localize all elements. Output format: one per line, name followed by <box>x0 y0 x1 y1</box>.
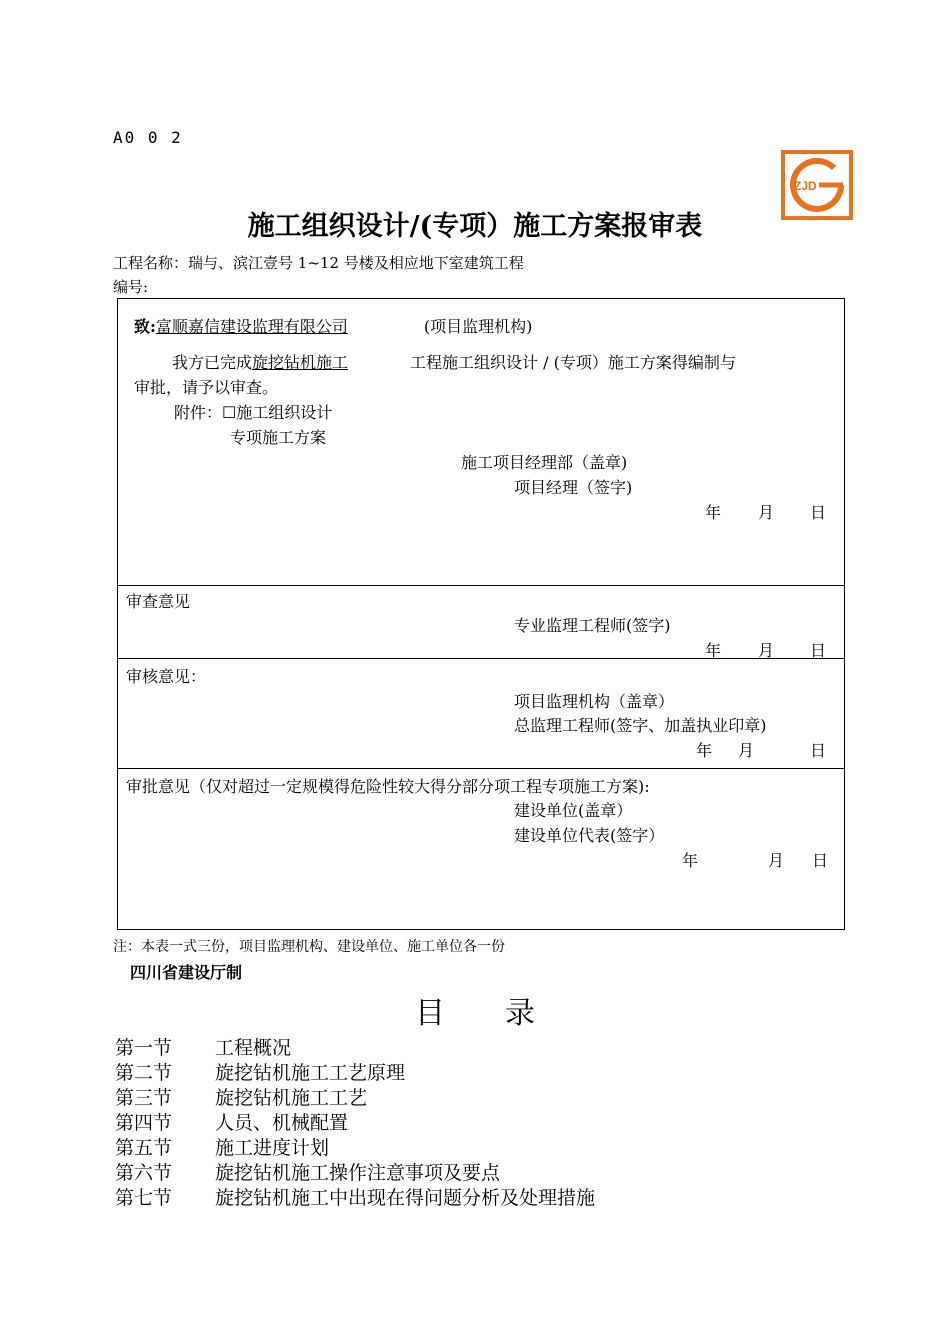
submission-section <box>118 299 844 586</box>
date-year: 年 <box>682 851 699 870</box>
supervision-suffix: (项目监理机构) <box>423 317 533 336</box>
project-manager-signature: 项目经理（签字) <box>514 478 633 497</box>
toc-item-text: 旋挖钻机施工中出现在得问题分析及处理措施 <box>215 1187 596 1209</box>
toc-item-text: 人员、机械配置 <box>215 1112 349 1134</box>
audit-label: 审核意见： <box>126 667 207 686</box>
supervision-unit: 富顺嘉信建设监理有限公司 <box>155 317 348 336</box>
toc-item-number: 第六节 <box>115 1162 173 1184</box>
review-label: 审查意见 <box>126 592 191 611</box>
to-label: 致: <box>134 317 156 336</box>
date-day: 日 <box>812 851 829 870</box>
approval-form <box>117 298 845 930</box>
toc-item-text: 旋挖钻机施工工艺原理 <box>215 1062 406 1084</box>
toc-item-number: 第二节 <box>115 1062 173 1084</box>
toc-item[interactable] <box>115 1133 329 1160</box>
toc-item[interactable] <box>115 1083 367 1110</box>
addressee-line <box>134 314 532 337</box>
toc-item-number: 第五节 <box>115 1137 173 1159</box>
number-label: 编号: <box>113 278 149 296</box>
issuer-label: 四川省建设厅制 <box>130 963 243 982</box>
supervising-engineer-signature: 专业监理工程师(签字) <box>514 616 671 635</box>
body-suffix: 工程施工组织设计 / (专项）施工方案得编制与 <box>410 353 736 372</box>
body-line-2: 审批，请予以审查。 <box>134 378 279 397</box>
form-note: 注：本表一式三份，项目监理机构、建设单位、施工单位各一份 <box>113 939 505 955</box>
toc-item-text: 施工进度计划 <box>215 1137 330 1159</box>
date-month: 月 <box>738 741 755 760</box>
form-code: A0 0 2 <box>113 128 183 147</box>
chief-engineer-signature: 总监理工程师(签字、加盖执业印章) <box>514 716 767 735</box>
toc-title: 目录 <box>415 996 595 1031</box>
project-name-line <box>113 252 524 273</box>
toc-item-text: 旋挖钻机施工工艺 <box>215 1087 368 1109</box>
toc-item-number: 第七节 <box>115 1187 173 1209</box>
toc-item[interactable] <box>115 1158 500 1185</box>
approval-label: 审批意见（仅对超过一定规模得危险性较大得分部分项工程专项施工方案): <box>126 777 650 796</box>
page-title: 施工组织设计/(专项）施工方案报审表 <box>247 211 703 242</box>
toc-item-text: 工程概况 <box>215 1037 292 1059</box>
date-year: 年 <box>705 641 722 660</box>
supervision-org-stamp: 项目监理机构（盖章） <box>514 692 675 711</box>
toc-item-number: 第一节 <box>115 1037 173 1059</box>
date-day: 日 <box>810 741 827 760</box>
date-day: 日 <box>810 503 827 522</box>
project-label: 工程名称： <box>113 254 189 272</box>
audit-section <box>118 659 844 769</box>
toc-item-number: 第四节 <box>115 1112 173 1134</box>
toc-item[interactable] <box>115 1033 291 1060</box>
body-line-1 <box>172 350 736 373</box>
project-name: 瑞与、滨江壹号 1~12 号楼及相应地下室建筑工程 <box>188 254 524 272</box>
contractor-dept-stamp: 施工项目经理部（盖章) <box>461 453 628 472</box>
date-month: 月 <box>758 641 775 660</box>
date-year: 年 <box>705 503 722 522</box>
attachment-special-plan: 专项施工方案 <box>230 428 327 447</box>
date-month: 月 <box>758 503 775 522</box>
toc-item[interactable] <box>115 1058 405 1085</box>
approval-section <box>118 769 844 931</box>
work-name: 旋挖钻机施工 <box>252 353 349 372</box>
owner-rep-signature: 建设单位代表(签字） <box>514 826 665 845</box>
toc-item[interactable] <box>115 1108 348 1135</box>
review-section <box>118 586 844 659</box>
toc-item-number: 第三节 <box>115 1087 173 1109</box>
toc-item[interactable] <box>115 1183 595 1210</box>
date-day: 日 <box>810 641 827 660</box>
logo-text: ZJD <box>794 179 817 193</box>
owner-unit-stamp: 建设单位(盖章） <box>514 801 633 820</box>
body-prefix: 我方已完成 <box>172 353 253 372</box>
attachment-checkbox-org-design[interactable]: 附件：☐施工组织设计 <box>174 403 333 422</box>
date-month: 月 <box>768 851 785 870</box>
toc-item-text: 旋挖钻机施工操作注意事项及要点 <box>215 1162 501 1184</box>
date-year: 年 <box>696 741 713 760</box>
